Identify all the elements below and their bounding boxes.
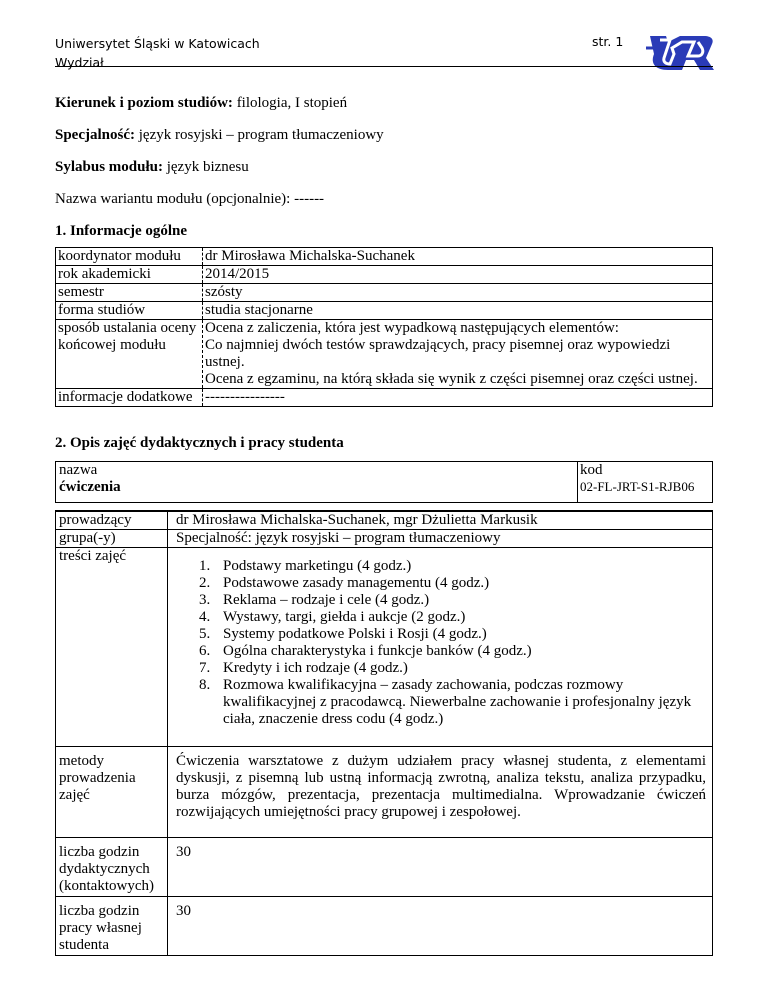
- table-row: metody prowadzenia zajęć Ćwiczenia warsztatowe z dużym udziałem pracy własnej studenta, z elementami dyskusji, z pisemną lub ustną informacją zwrotną, analiza tekstu, analiza przypadku, burza mózgów, prezentacja, prezentacja multimedialna. Wprowadzanie ćwiczeń rozwijających umiejętności pracy grupowej i zespołowej.: [56, 747, 713, 838]
- table-row: informacje dodatkowe ----------------: [56, 389, 713, 407]
- topics-cell: [168, 548, 713, 747]
- list-item: 4. Wystawy, targi, giełda i aukcje (2 godz.): [199, 609, 466, 625]
- ocena-cell: Ocena z zaliczenia, która jest wypadkową następujących elementów: Co najmniej dwóch testów sprawdzających, pracy pisemnej oraz wypowiedzi ustnej. Ocena z egzaminu, na którą składa się wynik z części pisemnej oraz części ustnej.: [203, 320, 713, 389]
- section1-title: 1. Informacje ogólne: [55, 223, 188, 239]
- table-row: sposób ustalania oceny końcowej modułu Ocena z zaliczenia, która jest wypadkową następujących elementów: Co najmniej dwóch testów sprawdzających, pracy pisemnej oraz wypowiedzi ustnej. Ocena z egzaminu, na którą składa się wynik z części pisemnej oraz części ustnej.: [56, 320, 713, 389]
- list-item: 6. Ogólna charakterystyka i funkcje banków (4 godz.): [199, 643, 532, 659]
- table-row: treści zajęć 1. Podstawy marketingu (4 godz.) 2. Podstawowe zasady managementu (4 godz.) 3. Reklama – rodzaje i cele (4 godz.) 4. Wystawy, targi, giełda i aukcje (2 godz.) 5. Systemy podatkowe Polski i Rosji (4 godz.) 6. Ogólna charakterystyka i funkcje banków (4 godz.) 7. Kredyty i ich rodzaje (4 godz.) 8. Rozmowa kwalifikacyjna – zasady zachowania, podczas rozmowy kwalifikacyjnej z pracodawcą. Niewerbalne zachowanie i profesjonalny język ciała, znaczenie dress codu (4 godz.): [56, 548, 713, 747]
- header-divider: [55, 66, 713, 67]
- topics-list: [176, 558, 706, 728]
- table-row: semestr szósty: [56, 284, 713, 302]
- list-item: 8. Rozmowa kwalifikacyjna – zasady zachowania, podczas rozmowy kwalifikacyjnej z pracodawcą. Niewerbalne zachowanie i profesjonalny język ciała, znaczenie dress codu (4 godz.): [199, 677, 692, 727]
- kod-cell: kod 02-FL-JRT-S1-RJB06: [578, 462, 713, 503]
- course-details-table: [55, 510, 713, 956]
- table-row: liczba godzin pracy własnej studenta 30: [56, 897, 713, 956]
- list-item: 1. Podstawy marketingu (4 godz.): [199, 558, 412, 574]
- kierunek-line: Kierunek i poziom studiów: filologia, I stopień: [55, 95, 348, 111]
- table-row: prowadzący dr Mirosława Michalska-Suchanek, mgr Dżulietta Markusik: [56, 511, 713, 530]
- specjalnosc-line: Specjalność: język rosyjski – program tłumaczeniowy: [55, 127, 384, 143]
- list-item: 7. Kredyty i ich rodzaje (4 godz.): [199, 660, 408, 676]
- general-info-table: [55, 247, 713, 407]
- list-item: 3. Reklama – rodzaje i cele (4 godz.): [199, 592, 430, 608]
- section2-title: 2. Opis zajęć dydaktycznych i pracy studenta: [55, 435, 344, 451]
- wariant-line: Nazwa wariantu modułu (opcjonalnie): ------: [55, 191, 325, 207]
- module-name-table: [55, 461, 713, 503]
- table-row: rok akademicki 2014/2015: [56, 266, 713, 284]
- table-row: grupa(-y) Specjalność: język rosyjski – program tłumaczeniowy: [56, 530, 713, 548]
- university-name: Uniwersytet Śląski w Katowicach: [55, 36, 260, 51]
- list-item: 2. Podstawowe zasady managementu (4 godz.): [199, 575, 490, 591]
- sylabus-line: Sylabus modułu: język biznesu: [55, 159, 249, 175]
- page-number: str. 1: [592, 34, 624, 49]
- table-row: forma studiów studia stacjonarne: [56, 302, 713, 320]
- faculty-name: Wydział: [55, 55, 104, 70]
- table-row: liczba godzin dydaktycznych (kontaktowych) 30: [56, 838, 713, 897]
- university-logo-icon: [646, 30, 716, 74]
- nazwa-cell: nazwa ćwiczenia: [56, 462, 578, 503]
- table-row: koordynator modułu dr Mirosława Michalska-Suchanek: [56, 248, 713, 266]
- list-item: 5. Systemy podatkowe Polski i Rosji (4 godz.): [199, 626, 487, 642]
